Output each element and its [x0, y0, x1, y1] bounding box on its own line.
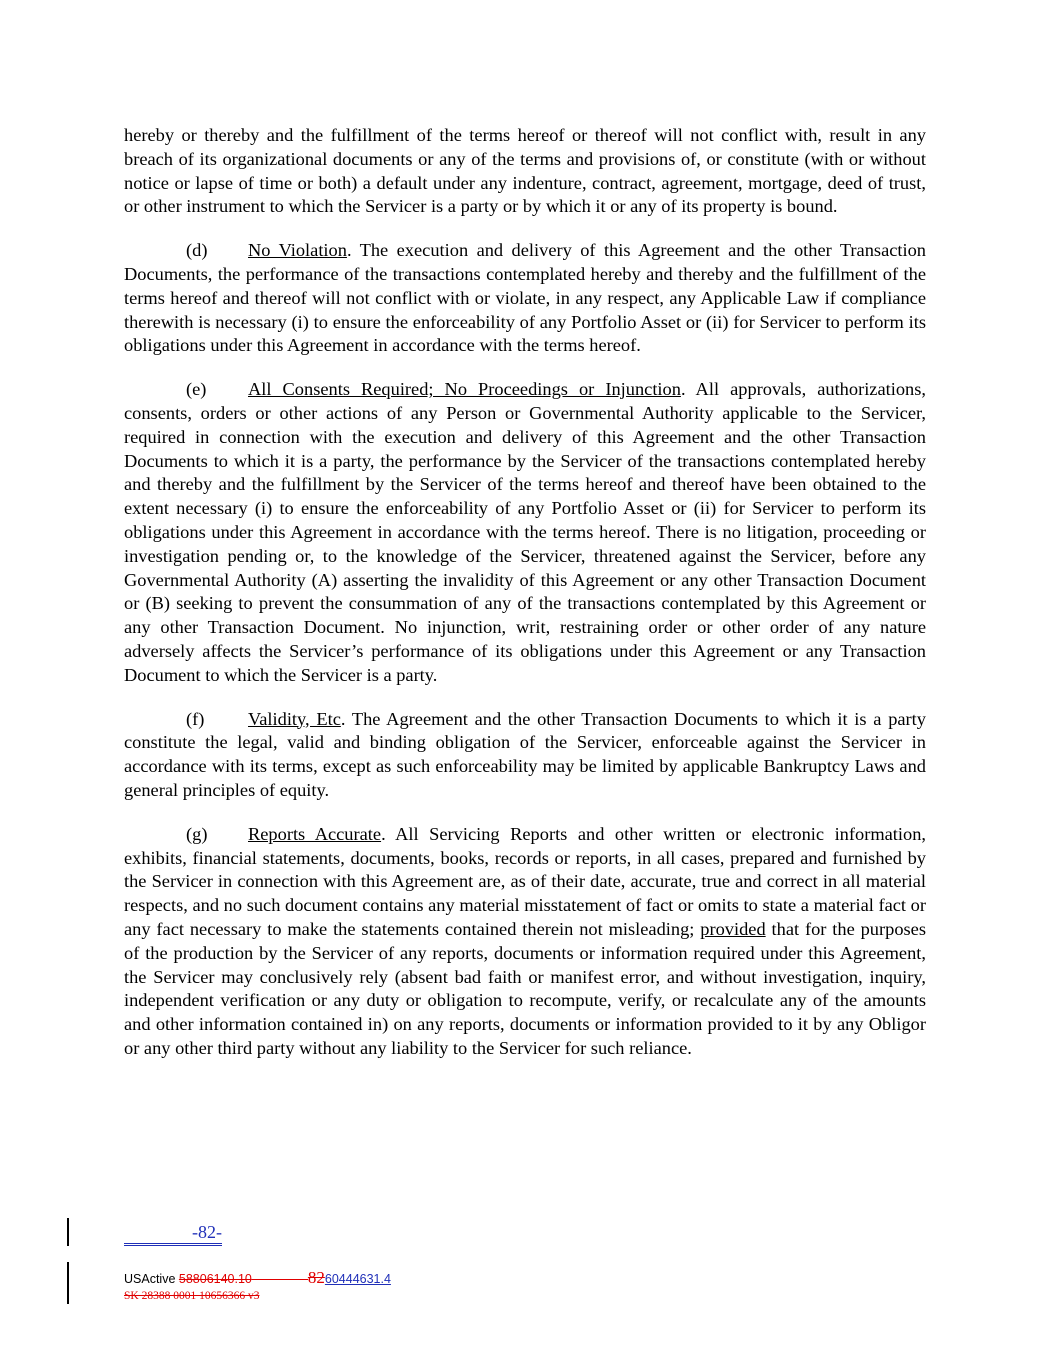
id-prefix: USActive: [124, 1272, 179, 1286]
paragraph-e: [124, 378, 926, 687]
deleted-gap-line: [252, 1279, 308, 1280]
paragraph-g: [124, 823, 926, 1061]
paragraph-d: [124, 239, 926, 358]
paragraph-text: hereby or thereby and the fulfillment of the terms hereof or thereof will not conflict with, result in any breach of its organizational documents or any of the terms and provisions of, or constitute (with or without notice or lapse of time or both) a default under any indenture, contract, agreement, mortgage, deed of trust, or other instrument to which the Servicer is a party or by which it or any of its property is bound.: [124, 125, 926, 217]
clause-body: . All approvals, authorizations, consents, orders or other actions of any Person or Governmental Authority applicable to the Servicer, required in connection with the execution and delivery of this Agreement and the other Transaction Documents to which it is a party, the performance by the Servicer of the transactions contemplated hereby and thereby and the fulfillment by the Servicer of the terms hereof and thereof have been obtained to the extent necessary (i) to ensure the enforceability of any Portfolio Asset or (ii) for Servicer to perform its obligations under this Agreement in accordance with the terms hereof. There is no litigation, proceeding or investigation pending or, to the knowledge of the Servicer, threatened against the Servicer, before any Governmental Authority (A) asserting the invalidity of this Agreement or any other Transaction Document or (B) seeking to prevent the consummation of any of the transactions contemplated by this Agreement or any other Transaction Document. No injunction, writ, restraining order or other order of any nature adversely affects the Servicer’s performance of its obligations under this Agreement or any Transaction Document to which the Servicer is a party.: [124, 379, 926, 685]
change-bar: [67, 1262, 69, 1304]
paragraph-continuation: [124, 124, 926, 219]
clause-heading: Reports Accurate: [248, 823, 382, 844]
clause-body-before: . All Servicing Reports and other written or electronic information, exhibits, financial statements, documents, books, records or reports, in all cases, prepared and furnished by the Servicer in connection with this Agreement are, as of their date, accurate, true and correct in all material respects, and no such document contains any material misstatement of fact or omits to state a material fact or any fact necessary to make the statements contained therein not misleading;: [124, 823, 926, 939]
clause-body: . The execution and delivery of this Agreement and the other Transaction Documents, the performance of the transactions contemplated hereby and thereby and the fulfillment of the terms hereof and thereof will not conflict with or violate, in any respect, any Applicable Law if compliance therewith is necessary (i) to ensure the enforceability of any Portfolio Asset or (ii) for Servicer to perform its obligations under this Agreement in accordance with the terms hereof.: [124, 240, 926, 356]
paragraph-f: [124, 708, 926, 803]
deleted-sk-line: SK 28388 0001 10656366 v3: [124, 1290, 260, 1302]
footer-document-id: [124, 1268, 391, 1288]
clause-number: (f): [186, 708, 205, 729]
clause-body: . The Agreement and the other Transaction Documents to which it is a party constitute the legal, valid and binding obligation of the Servicer, enforceable against the Servicer in accordance with its terms, except as such enforceability may be limited by applicable Bankruptcy Laws and general principles of equity.: [124, 708, 926, 800]
clause-number: (g): [186, 823, 208, 844]
page-number-text: -82-: [192, 1222, 222, 1242]
clause-body-after: that for the purposes of the production by the Servicer of any reports, documents or information required under this Agreement, the Servicer may conclusively rely (absent bad faith or manifest error, and without investigation, inquiry, independent verification or any duty or obligation to recompute, verify, or recalculate any of the amounts and other information contained in) on any reports, documents or information provided to it by any Obligor or any other third party without any liability to the Servicer for such reliance.: [124, 918, 926, 1058]
change-bar: [67, 1218, 69, 1246]
deleted-page-number: 82: [307, 1268, 325, 1287]
document-body: [124, 124, 926, 1081]
clause-heading: Validity, Etc: [248, 708, 341, 729]
inserted-underline: [124, 1243, 222, 1246]
clause-heading: No Violation: [248, 240, 347, 261]
inserted-document-id: 60444631.4: [324, 1272, 391, 1286]
deleted-document-id: 58806140.10: [178, 1272, 252, 1286]
clause-number: (d): [186, 240, 208, 261]
footer-page-number: [124, 1222, 222, 1243]
clause-number: (e): [186, 379, 207, 400]
provided-term: provided: [700, 918, 766, 939]
clause-heading: All Consents Required; No Proceedings or Injunction: [248, 379, 681, 400]
